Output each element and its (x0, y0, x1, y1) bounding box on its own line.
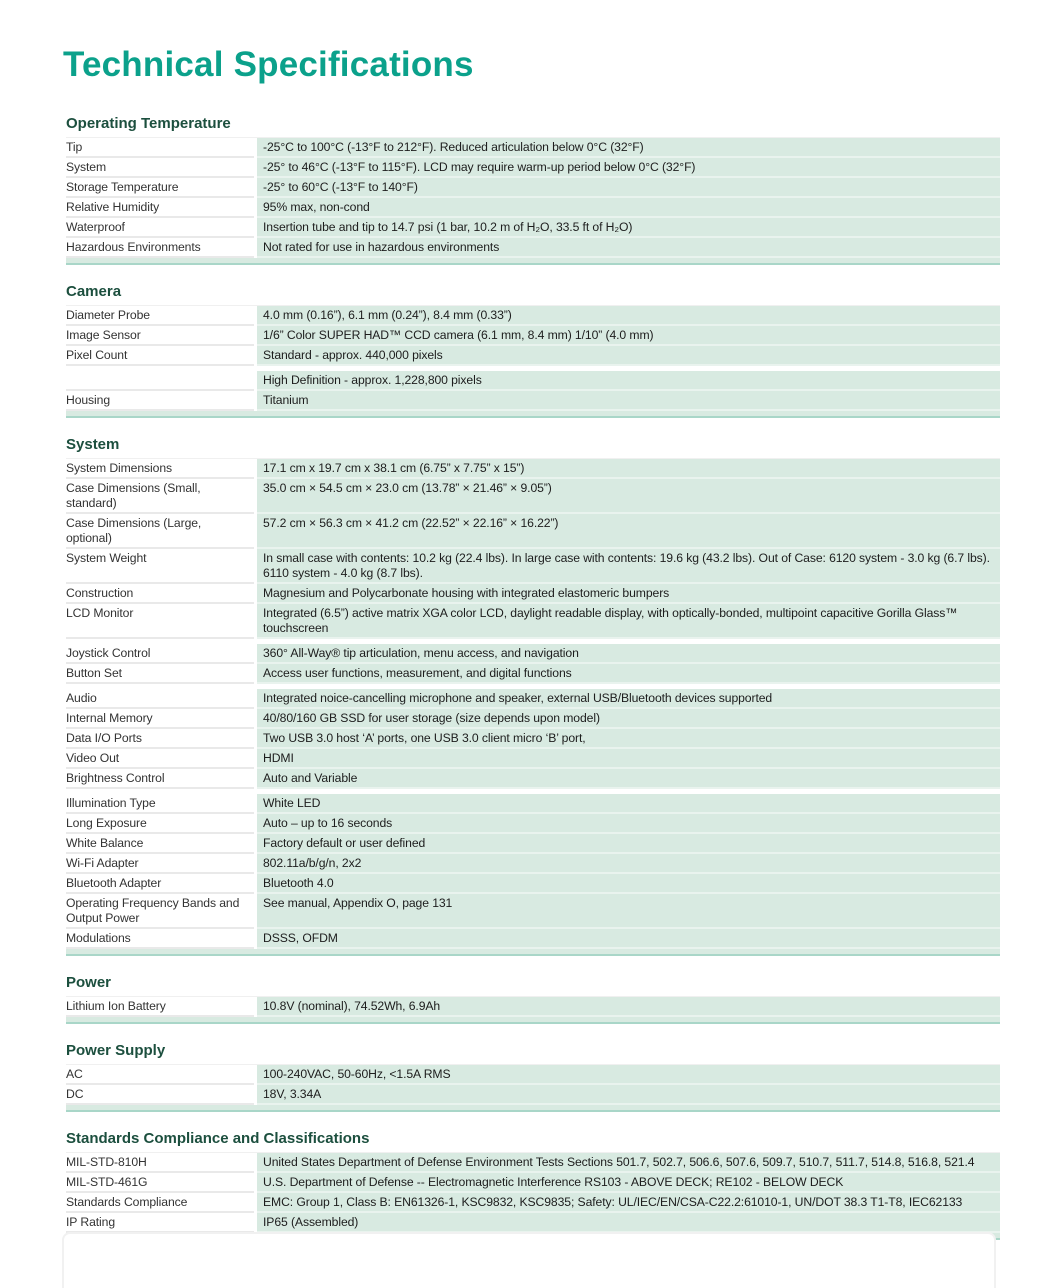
row-label: Diameter Probe (66, 306, 254, 326)
table-row (66, 929, 1000, 949)
row-label: Data I/O Ports (66, 729, 254, 749)
table-row (66, 689, 1000, 709)
row-label: Joystick Control (66, 644, 254, 664)
row-value: 35.0 cm × 54.5 cm × 23.0 cm (13.78” × 21.46” × 9.05”) (257, 479, 1000, 514)
row-value: Two USB 3.0 host ‘A’ ports, one USB 3.0 client micro ‘B’ port, (257, 729, 1000, 749)
row-label: Case Dimensions (Large, optional) (66, 514, 254, 549)
row-value: United States Department of Defense Environment Tests Sections 501.7, 502.7, 506.6, 507.6, 509.7, 510.7, 511.7, 514.8, 516.8, 521.4 (257, 1153, 1000, 1173)
spec-table (66, 996, 1000, 1024)
row-value: -25° to 60°C (-13°F to 140°F) (257, 178, 1000, 198)
row-value: -25°C to 100°C (-13°F to 212°F). Reduced articulation below 0°C (32°F) (257, 138, 1000, 158)
table-row (66, 479, 1000, 514)
row-value: In small case with contents: 10.2 kg (22.4 lbs). In large case with contents: 19.6 kg (43.2 lbs). Out of Case: 6120 system - 3.0 kg (6.7 lbs). 6110 system - 4.0 kg (8.7 lbs). (257, 549, 1000, 584)
table-bottom-strip (66, 949, 1000, 956)
row-label: Internal Memory (66, 709, 254, 729)
row-label: Lithium Ion Battery (66, 997, 254, 1017)
spec-table (66, 1152, 1000, 1240)
table-row (66, 198, 1000, 218)
table-row (66, 138, 1000, 158)
next-section-card (62, 1232, 996, 1288)
row-label: System (66, 158, 254, 178)
row-value: Auto and Variable (257, 769, 1000, 789)
row-value: Magnesium and Polycarbonate housing with integrated elastomeric bumpers (257, 584, 1000, 604)
section-system (66, 437, 1000, 956)
row-label: Brightness Control (66, 769, 254, 789)
row-label: Hazardous Environments (66, 238, 254, 258)
section-heading: Power Supply (66, 1042, 166, 1059)
spec-sections (0, 116, 1060, 1240)
row-label: Modulations (66, 929, 254, 949)
table-row (66, 158, 1000, 178)
row-value: 1/6” Color SUPER HAD™ CCD camera (6.1 mm, 8.4 mm) 1/10” (4.0 mm) (257, 326, 1000, 346)
section-heading: Standards Compliance and Classifications (66, 1130, 370, 1147)
row-value: 17.1 cm x 19.7 cm x 38.1 cm (6.75” x 7.75” x 15”) (257, 459, 1000, 479)
row-label: Image Sensor (66, 326, 254, 346)
table-bottom-strip (66, 411, 1000, 418)
table-row (66, 997, 1000, 1017)
row-label: Illumination Type (66, 794, 254, 814)
table-row (66, 1153, 1000, 1173)
table-bottom-strip (66, 1105, 1000, 1112)
table-row (66, 794, 1000, 814)
row-value: 802.11a/b/g/n, 2x2 (257, 854, 1000, 874)
row-value: 4.0 mm (0.16”), 6.1 mm (0.24”), 8.4 mm (0.33”) (257, 306, 1000, 326)
row-label: Video Out (66, 749, 254, 769)
row-value: 18V, 3.34A (257, 1085, 1000, 1105)
table-row (66, 218, 1000, 238)
row-value: Not rated for use in hazardous environments (257, 238, 1000, 258)
page-title: Technical Specifications (63, 45, 474, 84)
table-row (66, 769, 1000, 789)
spec-table (66, 137, 1000, 265)
section-heading: Power (66, 974, 112, 991)
row-value: 10.8V (nominal), 74.52Wh, 6.9Ah (257, 997, 1000, 1017)
row-label (66, 371, 254, 391)
row-value: EMC: Group 1, Class B: EN61326-1, KSC9832, KSC9835; Safety: UL/IEC/EN/CSA-C22.2:61010-1, UN/DOT 38.3 T1-T8, IEC62133 (257, 1193, 1000, 1213)
row-value: High Definition - approx. 1,228,800 pixels (257, 371, 1000, 391)
row-label: Bluetooth Adapter (66, 874, 254, 894)
section-operating-temperature (66, 116, 1000, 265)
table-row (66, 238, 1000, 258)
table-row (66, 729, 1000, 749)
row-label: Waterproof (66, 218, 254, 238)
table-row (66, 1085, 1000, 1105)
section-heading: Operating Temperature (66, 115, 231, 132)
section-power-supply (66, 1043, 1000, 1112)
table-row (66, 644, 1000, 664)
table-row (66, 371, 1000, 391)
row-value: U.S. Department of Defense -- Electromagnetic Interference RS103 - ABOVE DECK; RE102 - BELOW DECK (257, 1173, 1000, 1193)
row-label: Construction (66, 584, 254, 604)
row-label: Operating Frequency Bands and Output Power (66, 894, 254, 929)
row-label: IP Rating (66, 1213, 254, 1233)
row-label: Tip (66, 138, 254, 158)
section-standards-compliance-and-classifications (66, 1131, 1000, 1240)
row-value: 57.2 cm × 56.3 cm × 41.2 cm (22.52” × 22.16” × 16.22”) (257, 514, 1000, 549)
row-value: DSSS, OFDM (257, 929, 1000, 949)
row-value: 360° All-Way® tip articulation, menu access, and navigation (257, 644, 1000, 664)
table-row (66, 514, 1000, 549)
row-value: Bluetooth 4.0 (257, 874, 1000, 894)
table-row (66, 549, 1000, 584)
row-label: Audio (66, 689, 254, 709)
row-value: 40/80/160 GB SSD for user storage (size depends upon model) (257, 709, 1000, 729)
table-row (66, 584, 1000, 604)
table-row (66, 1193, 1000, 1213)
table-row (66, 1213, 1000, 1233)
row-value: 100-240VAC, 50-60Hz, <1.5A RMS (257, 1065, 1000, 1085)
row-label: DC (66, 1085, 254, 1105)
row-label: Wi-Fi Adapter (66, 854, 254, 874)
row-value: Access user functions, measurement, and digital functions (257, 664, 1000, 684)
section-camera (66, 284, 1000, 418)
row-value: Factory default or user defined (257, 834, 1000, 854)
table-row (66, 709, 1000, 729)
row-label: Button Set (66, 664, 254, 684)
table-row (66, 834, 1000, 854)
row-value: White LED (257, 794, 1000, 814)
table-row (66, 346, 1000, 366)
table-row (66, 874, 1000, 894)
row-label: MIL-STD-810H (66, 1153, 254, 1173)
row-label: System Dimensions (66, 459, 254, 479)
section-power (66, 975, 1000, 1024)
row-label: Case Dimensions (Small, standard) (66, 479, 254, 514)
spec-table (66, 1064, 1000, 1112)
row-label: Standards Compliance (66, 1193, 254, 1213)
row-label: MIL-STD-461G (66, 1173, 254, 1193)
row-value: Auto – up to 16 seconds (257, 814, 1000, 834)
row-label: System Weight (66, 549, 254, 584)
table-row (66, 604, 1000, 639)
row-value: Titanium (257, 391, 1000, 411)
row-label: White Balance (66, 834, 254, 854)
row-value: Integrated noice-cancelling microphone and speaker, external USB/Bluetooth devices supported (257, 689, 1000, 709)
table-row (66, 459, 1000, 479)
row-label: AC (66, 1065, 254, 1085)
table-row (66, 894, 1000, 929)
table-bottom-strip (66, 1017, 1000, 1024)
spec-table (66, 305, 1000, 418)
table-row (66, 326, 1000, 346)
row-value: Insertion tube and tip to 14.7 psi (1 bar, 10.2 m of H₂O, 33.5 ft of H₂O) (257, 218, 1000, 238)
row-label: Storage Temperature (66, 178, 254, 198)
table-row (66, 306, 1000, 326)
table-row (66, 178, 1000, 198)
row-value: 95% max, non-cond (257, 198, 1000, 218)
row-label: Pixel Count (66, 346, 254, 366)
table-row (66, 814, 1000, 834)
spec-table (66, 458, 1000, 956)
row-value: Standard - approx. 440,000 pixels (257, 346, 1000, 366)
table-row (66, 1065, 1000, 1085)
table-row (66, 749, 1000, 769)
row-value: Integrated (6.5”) active matrix XGA color LCD, daylight readable display, with optically-bonded, multipoint capacitive Gorilla Glass™ touchscreen (257, 604, 1000, 639)
row-value: -25° to 46°C (-13°F to 115°F). LCD may require warm-up period below 0°C (32°F) (257, 158, 1000, 178)
row-value: See manual, Appendix O, page 131 (257, 894, 1000, 929)
table-bottom-strip (66, 258, 1000, 265)
row-label: Long Exposure (66, 814, 254, 834)
section-heading: System (66, 436, 120, 453)
row-label: LCD Monitor (66, 604, 254, 639)
table-row (66, 1173, 1000, 1193)
row-value: IP65 (Assembled) (257, 1213, 1000, 1233)
table-row (66, 664, 1000, 684)
row-label: Relative Humidity (66, 198, 254, 218)
section-heading: Camera (66, 283, 122, 300)
table-row (66, 854, 1000, 874)
table-row (66, 391, 1000, 411)
row-value: HDMI (257, 749, 1000, 769)
row-label: Housing (66, 391, 254, 411)
